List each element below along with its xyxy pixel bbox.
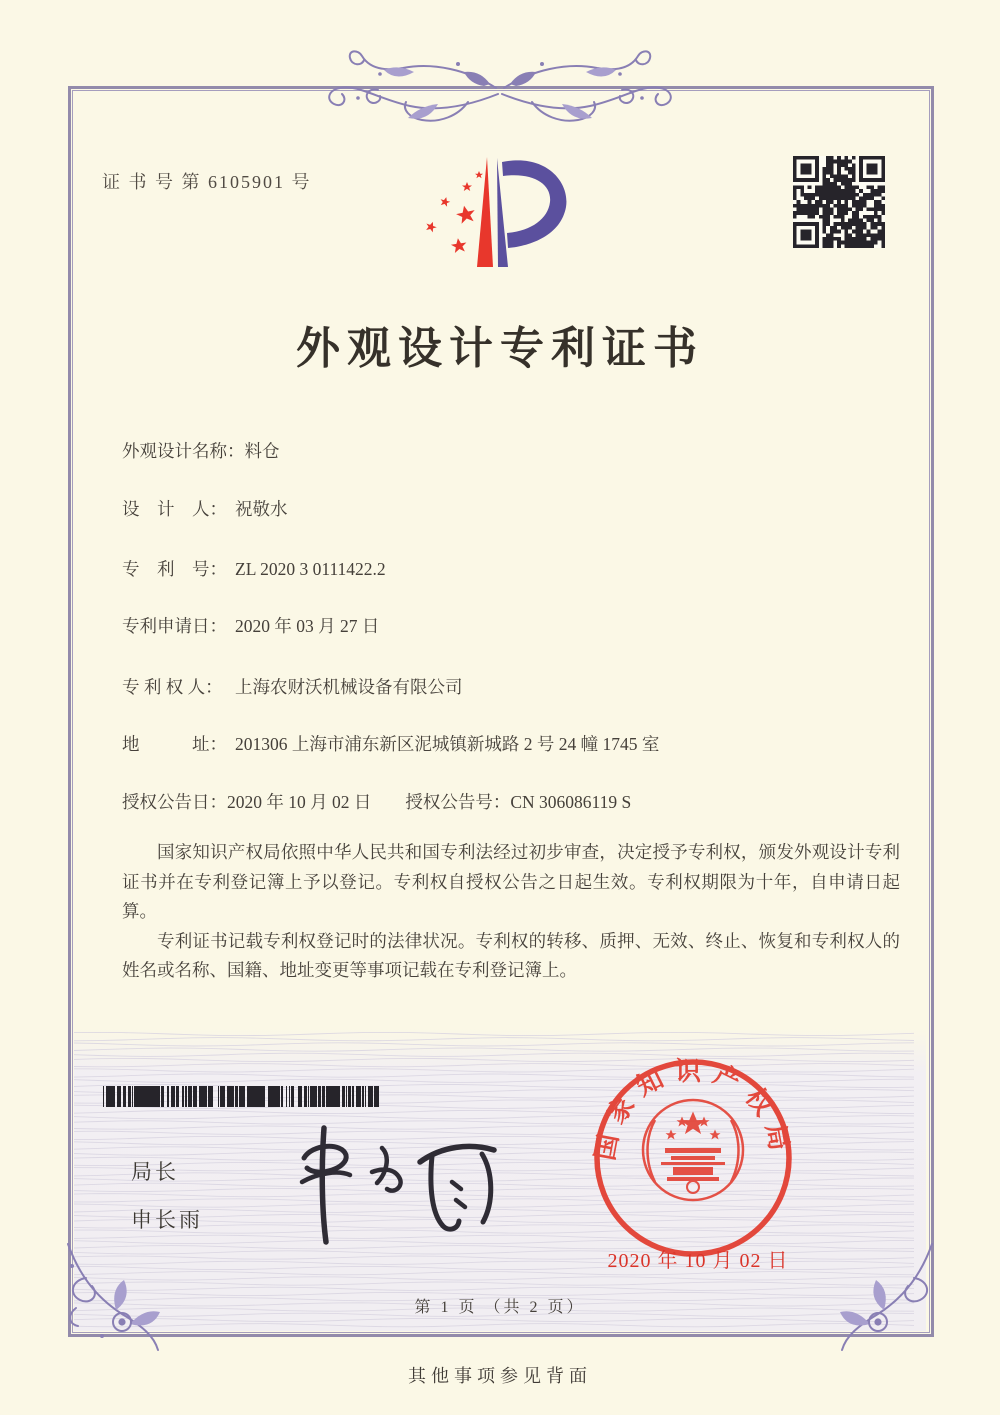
field-value: ZL 2020 3 0111422.2: [235, 559, 386, 579]
field-row-address: [122, 731, 659, 756]
national-emblem-icon: [643, 1100, 743, 1200]
field-label: 地 址：: [122, 734, 227, 754]
field-row-patent-number: [122, 556, 386, 581]
field-row-design-name: [122, 438, 280, 463]
grant-number-value: CN 306086119 S: [510, 792, 632, 812]
body-paragraph-1: 国家知识产权局依照中华人民共和国专利法经过初步审查，决定授予专利权，颁发外观设计专利证书并在专利登记簿上予以登记。专利权自授权公告之日起生效。专利权期限为十年，自申请日起算。: [122, 842, 900, 921]
field-row-filing-date: [122, 613, 379, 638]
director-title: 局长: [131, 1160, 179, 1184]
grant-date-label: 授权公告日：: [122, 792, 227, 812]
field-value: 2020 年 03 月 27 日: [235, 616, 380, 636]
official-seal: [583, 1050, 803, 1270]
barcode: [103, 1086, 380, 1107]
certificate-number: 证 书 号 第 6105901 号: [102, 172, 312, 192]
cnipa-logo-icon: [415, 145, 587, 285]
grant-number-label: 授权公告号：: [405, 792, 511, 812]
field-label: 设 计 人：: [122, 499, 227, 519]
field-value: 料仓: [244, 441, 280, 461]
page-number: 第 1 页 （共 2 页）: [414, 1299, 586, 1316]
grant-row: [122, 789, 631, 814]
back-note: 其他事项参见背面: [408, 1366, 592, 1386]
director-name: 申长雨: [131, 1208, 203, 1232]
field-value: 上海农财沃机械设备有限公司: [235, 677, 463, 697]
field-label: 专利申请日：: [122, 616, 227, 636]
field-value: 201306 上海市浦东新区泥城镇新城路 2 号 24 幢 1745 室: [235, 734, 660, 754]
field-value: 祝敬水: [235, 499, 288, 519]
body-paragraph-2: 专利证书记载专利权登记时的法律状况。专利权的转移、质押、无效、终止、恢复和专利权人的姓名或名称、国籍、地址变更等事项记载在专利登记簿上。: [122, 930, 900, 980]
field-label: 专 利 号：: [122, 559, 227, 579]
field-label: 专 利 权 人：: [122, 677, 223, 697]
field-label: 外观设计名称：: [122, 441, 245, 461]
certificate-title: 外观设计专利证书: [296, 324, 704, 373]
qr-code: [793, 156, 885, 248]
grant-number-pair: [405, 789, 631, 814]
signature-handwriting: [282, 1110, 514, 1260]
top-flourish-ornament: [318, 44, 682, 130]
grant-date-pair: [122, 789, 371, 814]
field-row-patentee: [122, 674, 463, 699]
grant-date-value: 2020 年 10 月 02 日: [227, 792, 372, 812]
seal-ring-text: 国家知识产权局: [590, 1057, 796, 1163]
field-row-designer: [122, 496, 288, 521]
seal-date: 2020 年 10 月 02 日: [607, 1250, 789, 1272]
legal-text: [122, 838, 900, 986]
